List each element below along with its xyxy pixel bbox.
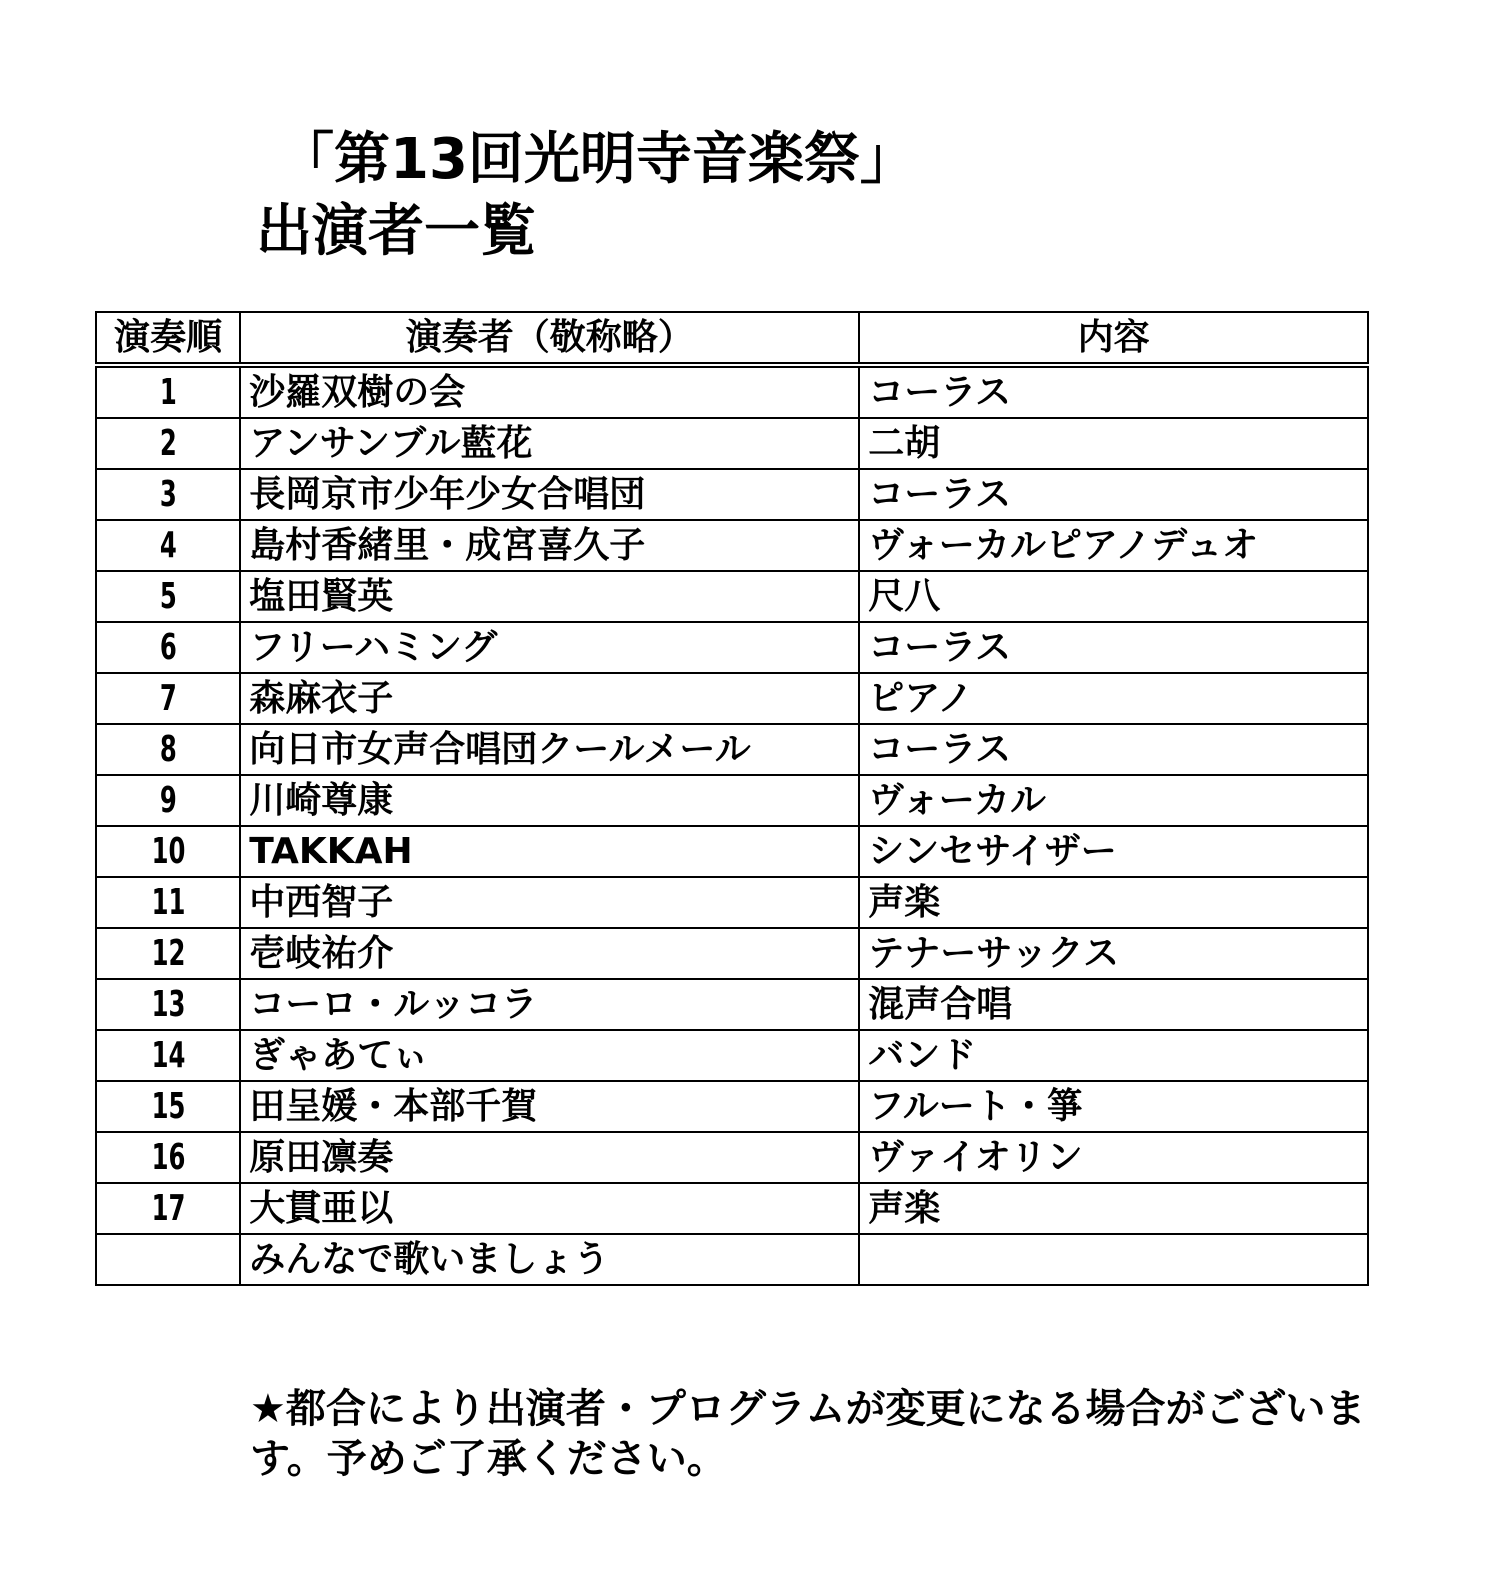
- cell-performer: 田呈媛・本部千賀: [240, 1081, 859, 1132]
- order-number: 1: [159, 372, 177, 413]
- cell-order: [96, 365, 240, 418]
- cell-order: [96, 571, 240, 622]
- order-number: 8: [159, 729, 177, 770]
- table-header-row: [96, 312, 1368, 365]
- cell-order: [96, 418, 240, 469]
- order-number: 5: [159, 576, 177, 617]
- cell-order: [96, 877, 240, 928]
- cell-content: フルート・箏: [859, 1081, 1368, 1132]
- cell-content: ヴォーカル: [859, 775, 1368, 826]
- cell-performer: コーロ・ルッコラ: [240, 979, 859, 1030]
- order-number: 15: [151, 1086, 186, 1127]
- table-row: [96, 571, 1368, 622]
- cell-content: シンセサイザー: [859, 826, 1368, 877]
- table-row: [96, 1030, 1368, 1081]
- cell-content: コーラス: [859, 724, 1368, 775]
- table-row: [96, 673, 1368, 724]
- order-number: 14: [151, 1035, 186, 1076]
- cell-content: 二胡: [859, 418, 1368, 469]
- order-number: 7: [159, 678, 177, 719]
- cell-content: バンド: [859, 1030, 1368, 1081]
- order-number: 17: [151, 1188, 186, 1229]
- cell-performer: 中西智子: [240, 877, 859, 928]
- cell-content: コーラス: [859, 469, 1368, 520]
- cell-content: コーラス: [859, 622, 1368, 673]
- order-number: 2: [159, 423, 177, 464]
- table-row: [96, 365, 1368, 418]
- cell-order: [96, 1030, 240, 1081]
- cell-order: [96, 1132, 240, 1183]
- cell-order: [96, 928, 240, 979]
- table-row: [96, 1081, 1368, 1132]
- cell-content: [859, 1234, 1368, 1285]
- table-row: [96, 775, 1368, 826]
- table-row: [96, 724, 1368, 775]
- cell-performer: 原田凛奏: [240, 1132, 859, 1183]
- cell-performer: 島村香緒里・成宮喜久子: [240, 520, 859, 571]
- page-subtitle: 出演者一覧: [256, 199, 536, 264]
- order-number: 4: [159, 525, 177, 566]
- cell-order: [96, 979, 240, 1030]
- cell-performer: 長岡京市少年少女合唱団: [240, 469, 859, 520]
- header-performer: 演奏者（敬称略）: [240, 312, 859, 365]
- cell-order: [96, 673, 240, 724]
- table-row: [96, 1183, 1368, 1234]
- table-row: [96, 469, 1368, 520]
- cell-performer: みんなで歌いましょう: [240, 1234, 859, 1285]
- cell-order: [96, 1081, 240, 1132]
- cell-content: 尺八: [859, 571, 1368, 622]
- notice-text: ★都合により出演者・プログラムが変更になる場合がございます。予めご了承ください。: [250, 1386, 1366, 1482]
- cell-order: [96, 775, 240, 826]
- table-row: [96, 928, 1368, 979]
- table-body: [96, 365, 1368, 1285]
- cell-performer: TAKKAH: [240, 826, 859, 877]
- cell-order: [96, 826, 240, 877]
- cell-performer: 森麻衣子: [240, 673, 859, 724]
- page-title: 「第13回光明寺音楽祭」: [278, 127, 916, 192]
- cell-order: [96, 622, 240, 673]
- cell-performer: 壱岐祐介: [240, 928, 859, 979]
- order-number: 11: [151, 882, 186, 923]
- cell-performer: アンサンブル藍花: [240, 418, 859, 469]
- cell-content: テナーサックス: [859, 928, 1368, 979]
- table-row: [96, 622, 1368, 673]
- table-row: [96, 877, 1368, 928]
- cell-order: [96, 724, 240, 775]
- cell-content: 混声合唱: [859, 979, 1368, 1030]
- table-row: [96, 520, 1368, 571]
- cell-performer: ぎゃあてぃ: [240, 1030, 859, 1081]
- cell-order: [96, 520, 240, 571]
- cell-performer: フリーハミング: [240, 622, 859, 673]
- cell-order: [96, 469, 240, 520]
- header-order: 演奏順: [96, 312, 240, 365]
- cell-performer: 川崎尊康: [240, 775, 859, 826]
- cell-performer: 大貫亜以: [240, 1183, 859, 1234]
- performer-table: [95, 311, 1369, 1286]
- cell-order: [96, 1234, 240, 1285]
- cell-content: ヴォーカルピアノデュオ: [859, 520, 1368, 571]
- cell-performer: 塩田賢英: [240, 571, 859, 622]
- cell-performer: 向日市女声合唱団クールメール: [240, 724, 859, 775]
- cell-performer: 沙羅双樹の会: [240, 365, 859, 418]
- order-number: 3: [159, 474, 177, 515]
- cell-content: 声楽: [859, 1183, 1368, 1234]
- order-number: 13: [151, 984, 186, 1025]
- header-content: 内容: [859, 312, 1368, 365]
- table-row: [96, 1234, 1368, 1285]
- cell-content: コーラス: [859, 365, 1368, 418]
- table-row: [96, 979, 1368, 1030]
- cell-order: [96, 1183, 240, 1234]
- order-number: 12: [151, 933, 186, 974]
- table-row: [96, 1132, 1368, 1183]
- table-row: [96, 826, 1368, 877]
- cell-content: 声楽: [859, 877, 1368, 928]
- cell-content: ヴァイオリン: [859, 1132, 1368, 1183]
- order-number: 6: [159, 627, 177, 668]
- cell-content: ピアノ: [859, 673, 1368, 724]
- order-number: 10: [151, 831, 186, 872]
- order-number: 16: [151, 1137, 186, 1178]
- order-number: 9: [159, 780, 177, 821]
- table-row: [96, 418, 1368, 469]
